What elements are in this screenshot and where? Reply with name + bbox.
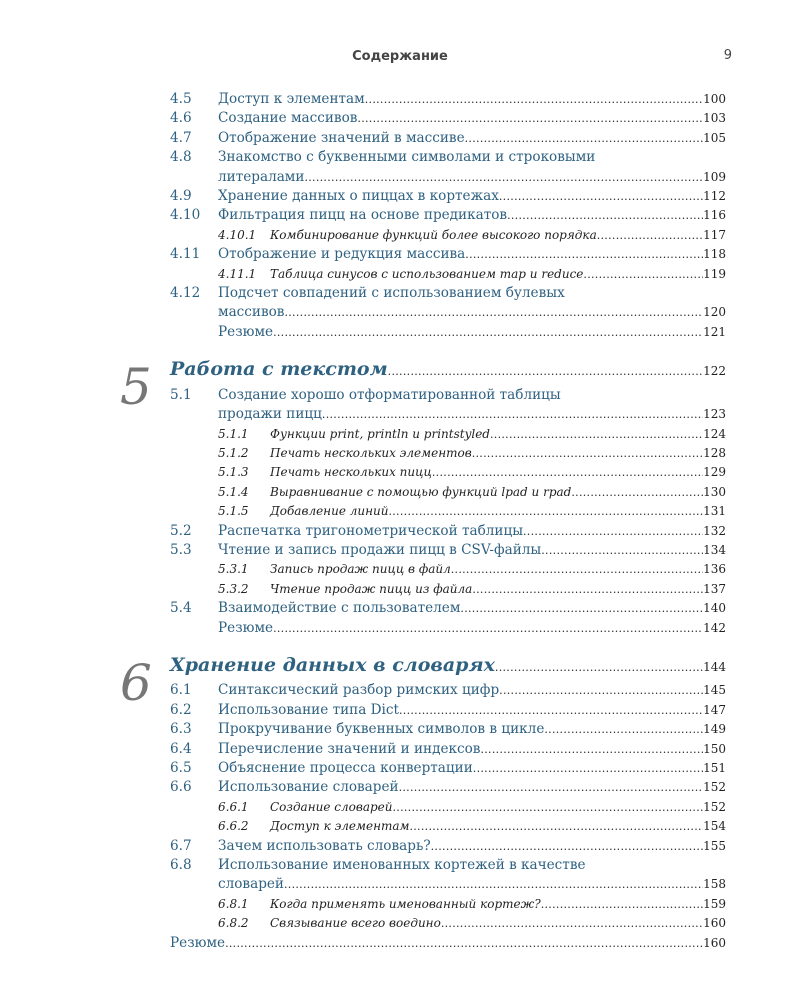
toc-entry-page: 150 bbox=[703, 741, 726, 756]
toc-subentry[interactable] bbox=[170, 895, 726, 914]
toc-entry[interactable] bbox=[170, 740, 726, 759]
chapter-number: 5 bbox=[120, 358, 152, 417]
toc-entry-page: 137 bbox=[703, 581, 726, 596]
toc-entry-page: 130 bbox=[703, 484, 726, 499]
chapter-page: 144 bbox=[703, 659, 726, 674]
toc-entry-title: Создание массивов bbox=[218, 110, 358, 127]
toc-entry[interactable] bbox=[170, 856, 726, 895]
toc-entry-title: Использование словарей bbox=[218, 779, 399, 796]
toc-entry-title-line1: Знакомство с буквенными символами и строковыми bbox=[218, 149, 596, 166]
toc-entry-title: Доступ к элементам bbox=[218, 91, 365, 107]
toc-entry[interactable] bbox=[170, 386, 726, 425]
toc-entry-page: 140 bbox=[703, 601, 726, 616]
toc-entry-page: 109 bbox=[703, 169, 726, 184]
toc-entry-number: 5.1.3 bbox=[218, 465, 249, 480]
toc-entry-title: Запись продаж пицц в файл bbox=[270, 562, 451, 577]
toc-entry[interactable] bbox=[170, 541, 726, 560]
toc-entry-page: 124 bbox=[703, 426, 726, 441]
toc-entry[interactable] bbox=[170, 720, 726, 739]
toc-entry-title: Резюме bbox=[170, 934, 226, 951]
toc-entry-number: 5.1.2 bbox=[218, 445, 249, 460]
toc-entry-title: Хранение данных о пиццах в кортежах bbox=[218, 188, 499, 205]
toc-entry[interactable] bbox=[170, 109, 726, 128]
toc-entry-title: Перечисление значений и индексов bbox=[218, 740, 481, 757]
toc-entry-page: 131 bbox=[703, 504, 726, 519]
toc-entry-number: 6.8.1 bbox=[218, 896, 249, 911]
toc-subentry[interactable] bbox=[170, 226, 726, 245]
toc-entry-title: Фильтрация пицц на основе предикатов bbox=[218, 207, 508, 224]
toc-entry[interactable] bbox=[170, 599, 726, 618]
toc-entry[interactable] bbox=[170, 129, 726, 148]
toc-entry-number: 6.1 bbox=[170, 682, 192, 699]
toc-entry-number: 4.10 bbox=[170, 207, 201, 224]
toc-entry-title: Связывание всего воедино bbox=[270, 916, 441, 931]
toc-entry-title: Когда применять именованный кортеж? bbox=[270, 896, 541, 911]
toc-subentry[interactable] bbox=[170, 580, 726, 599]
toc-entry-page: 152 bbox=[703, 780, 726, 795]
toc-entry[interactable] bbox=[170, 245, 726, 264]
toc-entry-title: Выравнивание с помощью функций lpad и rpad bbox=[270, 484, 572, 499]
toc-subentry[interactable] bbox=[170, 425, 726, 444]
toc-entry-number: 5.1.4 bbox=[218, 484, 249, 499]
toc-entry-title: Таблица синусов с использованием map и reduce bbox=[270, 266, 584, 281]
toc-entry-number: 6.6.1 bbox=[218, 799, 249, 814]
toc-entry-title: Чтение и запись продажи пицц в CSV-файлы bbox=[218, 541, 542, 558]
toc-entry-title: Чтение продаж пицц из файла bbox=[270, 581, 473, 596]
toc-entry-title-line1: Создание хорошо отформатированной таблицы bbox=[218, 386, 561, 403]
toc-entry-title: Резюме bbox=[218, 619, 274, 636]
toc-entry-title: Доступ к элементам bbox=[270, 819, 410, 834]
toc-subentry[interactable] bbox=[170, 817, 726, 836]
toc-entry-number: 5.3 bbox=[170, 541, 192, 558]
toc-entry[interactable] bbox=[170, 701, 726, 720]
toc-entry-number: 4.11.1 bbox=[218, 266, 257, 281]
toc-entry-page: 103 bbox=[703, 111, 726, 126]
toc-entry-number: 6.5 bbox=[170, 760, 192, 776]
toc-entry-title: Объяснение процесса конвертации bbox=[218, 760, 473, 776]
toc-entry-page: 142 bbox=[703, 620, 726, 635]
toc-entry-summary[interactable] bbox=[170, 619, 726, 638]
toc-entry-number: 4.9 bbox=[170, 188, 192, 205]
toc-entry-page: 145 bbox=[703, 683, 726, 698]
toc-entry[interactable] bbox=[170, 778, 726, 797]
toc-entry-number: 4.6 bbox=[170, 110, 192, 127]
chapter-title: Работа с текстом bbox=[170, 358, 388, 381]
toc-subentry[interactable] bbox=[170, 914, 726, 933]
toc-entry-page: 154 bbox=[703, 819, 726, 834]
toc-entry[interactable] bbox=[170, 148, 726, 187]
toc-entry[interactable] bbox=[170, 759, 726, 778]
toc-entry[interactable] bbox=[170, 187, 726, 206]
toc-entry-title-line1: Использование именованных кортежей в качестве bbox=[218, 857, 586, 874]
toc-entry-number: 5.3.1 bbox=[218, 562, 249, 577]
toc-entry-page: 149 bbox=[703, 722, 726, 737]
toc-subentry[interactable] bbox=[170, 483, 726, 502]
toc-entry-page: 159 bbox=[703, 896, 726, 911]
toc-entry-title-line1: Подсчет совпадений с использованием булевых bbox=[218, 285, 565, 302]
toc-subentry[interactable] bbox=[170, 502, 726, 521]
toc-subentry[interactable] bbox=[170, 463, 726, 482]
toc-entry-title: Синтаксический разбор римских цифр bbox=[218, 682, 500, 699]
chapter-number: 6 bbox=[120, 653, 152, 712]
toc-entry-page: 100 bbox=[703, 92, 726, 106]
toc-entry-number: 4.10.1 bbox=[218, 227, 257, 242]
toc-entry-title: Создание словарей bbox=[270, 799, 393, 814]
toc-entry-number: 6.2 bbox=[170, 701, 192, 718]
toc-entry-number: 4.5 bbox=[170, 91, 192, 107]
toc-entry-page: 136 bbox=[703, 562, 726, 577]
toc-entry-number: 6.4 bbox=[170, 740, 192, 757]
toc-entry-number: 6.6 bbox=[170, 779, 192, 796]
toc-entry-title: литералами bbox=[218, 168, 305, 185]
toc-entry-page: 134 bbox=[703, 542, 726, 557]
toc-entry-number: 5.1 bbox=[170, 386, 192, 403]
toc-entry-title: Прокручивание буквенных символов в цикле bbox=[218, 721, 545, 738]
toc-entry-page: 147 bbox=[703, 702, 726, 717]
page-number: 9 bbox=[723, 48, 732, 63]
toc-entry[interactable] bbox=[170, 90, 726, 109]
running-header-title: Содержание bbox=[352, 49, 448, 64]
chapter-title: Хранение данных в словарях bbox=[170, 653, 495, 676]
toc-entry-title: Взаимодействие с пользователем bbox=[218, 600, 461, 617]
toc-entry[interactable] bbox=[170, 206, 726, 225]
toc-entry-title: Функции print, println и printstyled bbox=[270, 426, 490, 441]
chapter-page: 122 bbox=[703, 364, 726, 379]
toc-entry-number: 6.6.2 bbox=[218, 819, 249, 834]
toc-entry-page: 121 bbox=[703, 324, 726, 339]
toc-entry-title: Использование типа Dict bbox=[218, 701, 399, 718]
toc-entry-number: 6.8.2 bbox=[218, 916, 249, 931]
toc-entry-number: 5.4 bbox=[170, 600, 192, 617]
toc-entry-title: Печать нескольких пицц bbox=[270, 465, 432, 480]
toc-entry-page: 151 bbox=[703, 761, 726, 775]
toc-entry-number: 4.12 bbox=[170, 285, 201, 302]
toc-subentry[interactable] bbox=[170, 798, 726, 817]
toc-entry-title: Отображение значений в массиве bbox=[218, 129, 465, 146]
toc-entry-number: 4.7 bbox=[170, 129, 192, 146]
toc-entry-number: 5.3.2 bbox=[218, 581, 249, 596]
toc-entry-number: 4.8 bbox=[170, 149, 192, 166]
toc-entry-title: продажи пицц bbox=[218, 406, 322, 423]
toc-entry-title: массивов bbox=[218, 304, 285, 321]
toc-entry-page: 158 bbox=[703, 877, 726, 892]
toc-entry-title: Отображение и редукция массива bbox=[218, 246, 466, 263]
toc-entry-title: Печать нескольких элементов bbox=[270, 445, 472, 460]
toc-entry-title: Добавление линий bbox=[270, 504, 389, 519]
toc-entry-page: 119 bbox=[703, 266, 726, 281]
toc-entry-title: Распечатка тригонометрической таблицы bbox=[218, 522, 524, 539]
toc-entry-number: 5.1.5 bbox=[218, 504, 249, 519]
toc-entry-number: 4.11 bbox=[170, 246, 201, 263]
toc-entry[interactable] bbox=[170, 284, 726, 323]
toc-entry-page: 129 bbox=[703, 465, 726, 480]
toc-entry-summary[interactable] bbox=[170, 323, 726, 342]
toc-entry-number: 6.3 bbox=[170, 721, 192, 738]
toc-entry[interactable] bbox=[170, 522, 726, 541]
toc-entry-page: 123 bbox=[703, 407, 726, 422]
toc-entry-page: 160 bbox=[703, 916, 726, 931]
toc-entry-title: Зачем использовать словарь? bbox=[218, 837, 431, 854]
toc-subentry[interactable] bbox=[170, 560, 726, 579]
toc-entry-title: Комбинирование функций более высокого порядка bbox=[270, 227, 597, 242]
toc-subentry[interactable] bbox=[170, 265, 726, 284]
toc-entry-page: 116 bbox=[703, 208, 726, 223]
toc-entry-title: словарей bbox=[218, 876, 284, 893]
toc-entry-page: 155 bbox=[703, 838, 726, 853]
toc-entry-page: 152 bbox=[703, 799, 726, 814]
toc-entry-page: 105 bbox=[703, 130, 726, 145]
toc-subentry[interactable] bbox=[170, 444, 726, 463]
toc-entry-page: 118 bbox=[703, 247, 726, 262]
toc-entry-number: 5.1.1 bbox=[218, 426, 249, 441]
toc-entry-page: 112 bbox=[703, 189, 726, 204]
toc-entry-number: 6.8 bbox=[170, 857, 192, 874]
toc-entry-page: 120 bbox=[703, 305, 726, 320]
toc-entry-number: 6.7 bbox=[170, 837, 192, 854]
toc-entry-page: 160 bbox=[703, 935, 726, 950]
toc-entry[interactable] bbox=[170, 837, 726, 856]
toc-entry[interactable] bbox=[170, 681, 726, 700]
toc-entry-page: 132 bbox=[703, 523, 726, 538]
table-of-contents bbox=[120, 90, 726, 953]
toc-entry-title: Резюме bbox=[218, 323, 274, 340]
toc-entry-page: 117 bbox=[703, 227, 726, 242]
toc-entry-page: 128 bbox=[703, 445, 726, 460]
toc-entry-summary[interactable] bbox=[170, 934, 726, 953]
toc-entry-number: 5.2 bbox=[170, 522, 192, 539]
